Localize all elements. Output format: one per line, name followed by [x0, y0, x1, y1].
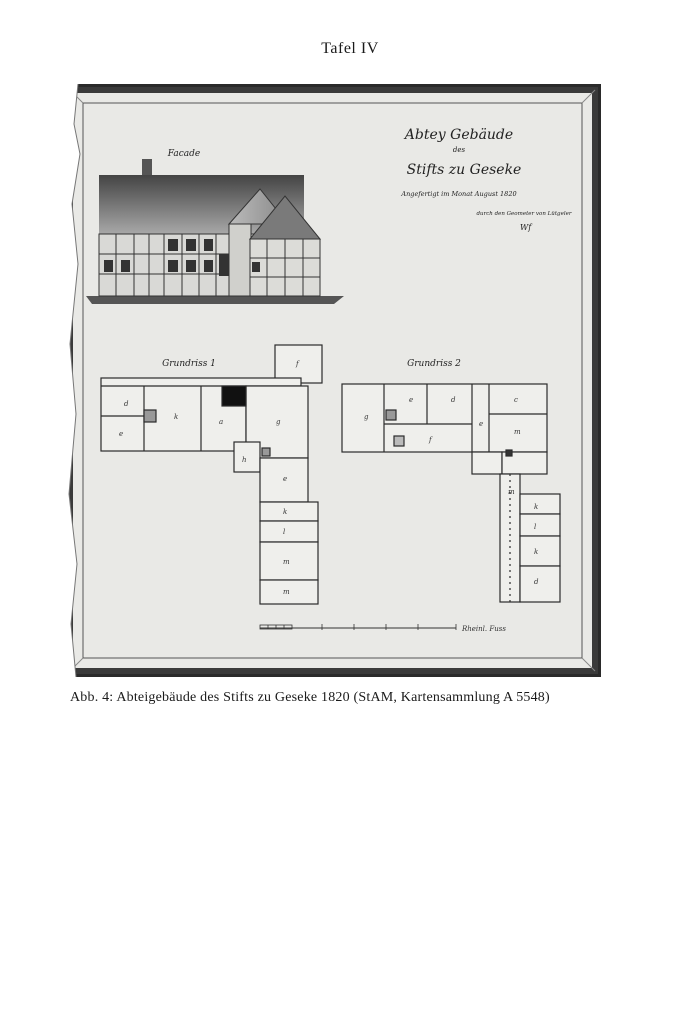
- svg-text:k: k: [534, 548, 539, 556]
- svg-text:m: m: [514, 428, 521, 436]
- svg-text:f: f: [429, 436, 432, 444]
- map-subtitle-line2: durch den Geometer von Lütgeler: [476, 211, 572, 217]
- plan2-label: Grundriss 2: [407, 359, 461, 369]
- facade-label: Facade: [167, 149, 201, 159]
- svg-text:e: e: [119, 430, 124, 438]
- svg-text:k: k: [174, 413, 179, 421]
- figure-caption: Abb. 4: Abteigebäude des Stifts zu Geseke 1820 (StAM, Kartensammlung A 5548): [70, 690, 550, 705]
- plan1-label: Grundriss 1: [162, 359, 216, 369]
- map-title-line3: Stifts zu Geseke: [406, 162, 522, 178]
- svg-text:k: k: [534, 503, 539, 511]
- svg-text:m: m: [283, 588, 290, 596]
- map-title-line2: des: [452, 146, 466, 154]
- svg-text:c: c: [514, 396, 518, 404]
- svg-text:d: d: [124, 400, 129, 408]
- scale-label: Rheinl. Fuss: [462, 625, 506, 633]
- plate-title: Tafel IV: [321, 40, 379, 57]
- svg-text:e: e: [283, 475, 288, 483]
- svg-text:g: g: [364, 413, 369, 421]
- svg-text:g: g: [276, 418, 281, 426]
- svg-text:e: e: [479, 420, 484, 428]
- svg-text:d: d: [534, 578, 539, 586]
- svg-text:a: a: [219, 418, 224, 426]
- svg-text:d: d: [451, 396, 456, 404]
- svg-text:f: f: [296, 360, 299, 368]
- map-signature: Wf: [520, 223, 532, 232]
- historic-floor-plan-image: [64, 84, 601, 677]
- svg-text:m: m: [508, 488, 515, 496]
- map-title-line1: Abtey Gebäude: [404, 127, 514, 143]
- svg-text:h: h: [242, 456, 247, 464]
- svg-text:e: e: [409, 396, 414, 404]
- svg-text:m: m: [283, 558, 290, 566]
- map-subtitle-line1: Angefertigt im Monat August 1820: [401, 190, 517, 198]
- svg-text:l: l: [283, 528, 286, 536]
- svg-text:k: k: [283, 508, 288, 516]
- svg-text:l: l: [534, 523, 537, 531]
